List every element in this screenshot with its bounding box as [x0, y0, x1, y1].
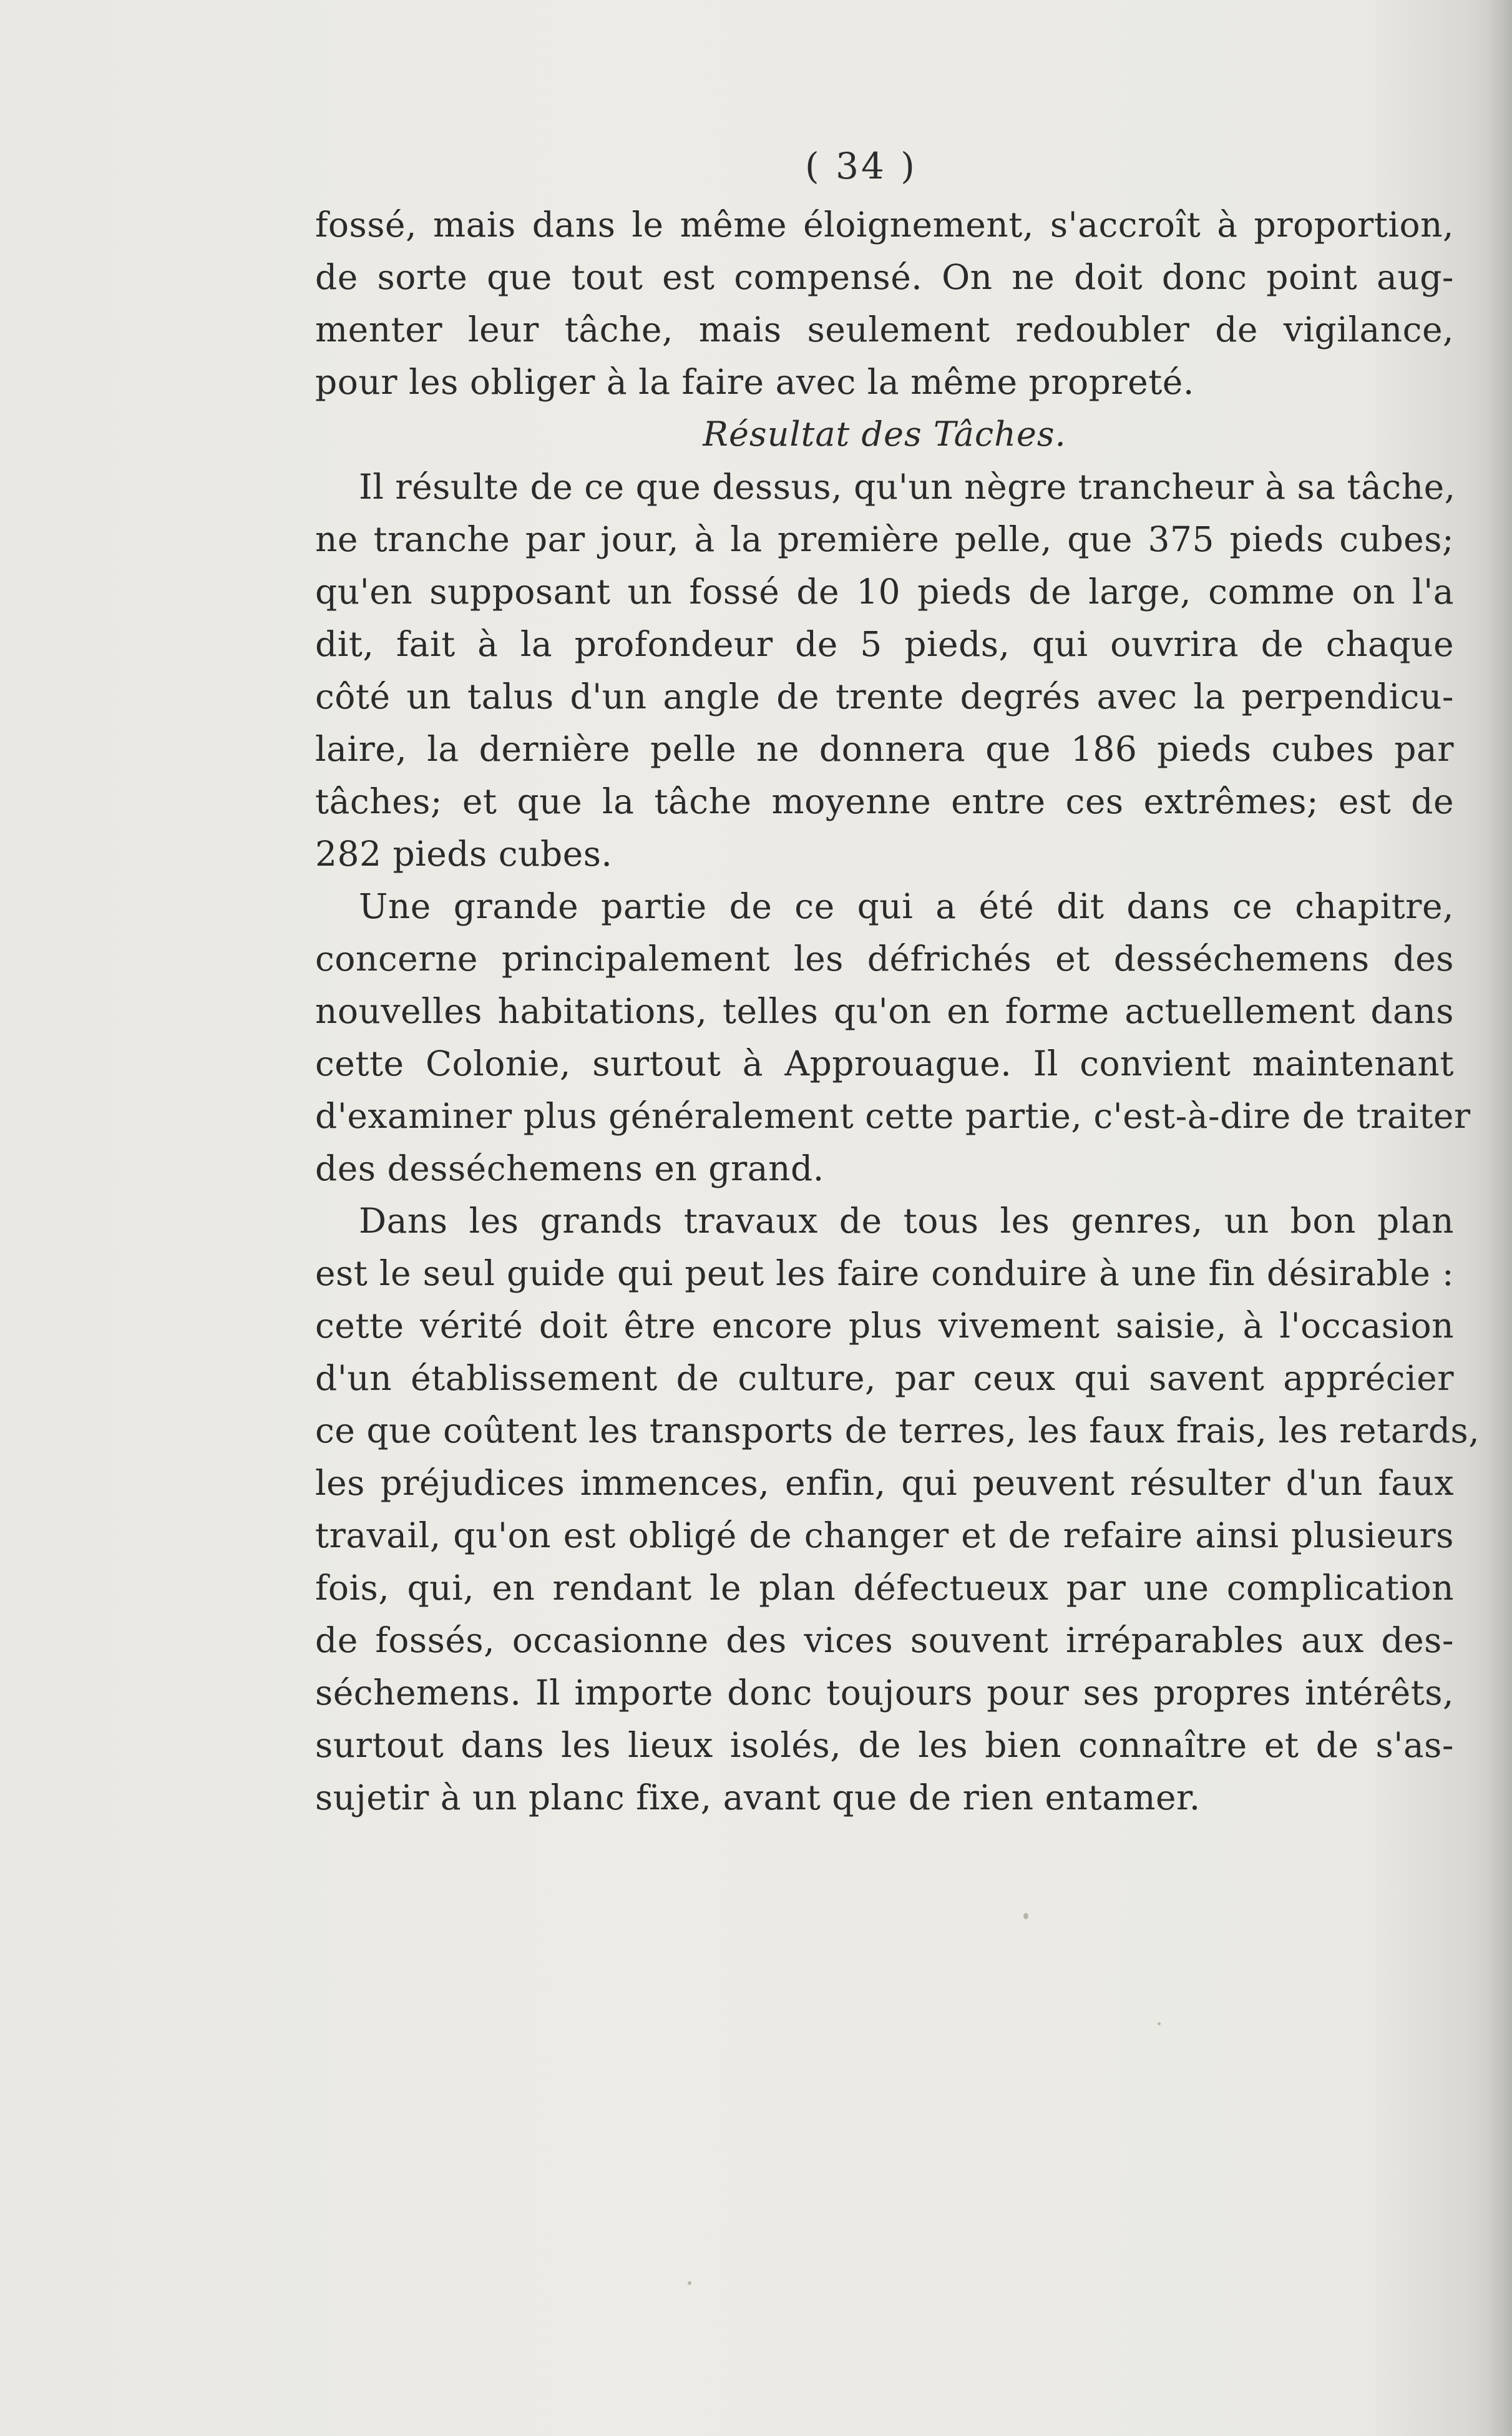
text-line: 282 pieds cubes.	[315, 834, 613, 874]
text-line: menter leur tâche, mais seulement redoubler de vigilance,	[315, 310, 1454, 350]
paragraph-grande-partie	[315, 880, 1471, 1195]
text-line: travail, qu'on est obligé de changer et de refaire ainsi plusieurs	[315, 1515, 1454, 1555]
paragraph-resultat	[315, 461, 1454, 880]
text-line: d'examiner plus généralement cette partie, c'est-à-dire de traiter	[315, 1096, 1471, 1136]
text-line: ce que coûtent les transports de terres, les faux frais, les retards,	[315, 1411, 1480, 1450]
text-line: Une grande partie de ce qui a été dit dans ce chapitre,	[359, 886, 1454, 926]
text-line: tâches; et que la tâche moyenne entre ces extrêmes; est de	[315, 781, 1454, 821]
text-line: côté un talus d'un angle de trente degrés avec la perpendicu-	[315, 677, 1454, 717]
paragraph-continuation	[315, 198, 1454, 408]
text-line: concerne principalement les défrichés et desséchemens des	[315, 939, 1454, 979]
text-line: Il résulte de ce que dessus, qu'un nègre trancheur à sa tâche,	[359, 467, 1456, 507]
paper-speck	[1158, 2022, 1161, 2025]
text-line: laire, la dernière pelle ne donnera que 186 pieds cubes par	[315, 729, 1454, 769]
section-heading: Résultat des Tâches.	[703, 414, 1066, 454]
text-line: de fossés, occasionne des vices souvent irréparables aux des-	[315, 1620, 1454, 1660]
paper-speck	[1023, 1913, 1028, 1919]
text-line: qu'en supposant un fossé de 10 pieds de large, comme on l'a	[315, 572, 1454, 612]
text-line: de sorte que tout est compensé. On ne doit donc point aug-	[315, 257, 1454, 297]
text-line: est le seul guide qui peut les faire conduire à une fin désirable :	[315, 1253, 1454, 1293]
paper-speck	[688, 2281, 691, 2285]
text-line: sujetir à un planc fixe, avant que de rien entamer.	[315, 1778, 1201, 1817]
page-edge-shadow	[1487, 0, 1512, 2436]
text-line: cette Colonie, surtout à Approuague. Il convient maintenant	[315, 1044, 1454, 1083]
text-line: fois, qui, en rendant le plan défectueux par une complication	[315, 1568, 1454, 1608]
text-line: pour les obliger à la faire avec la même propreté.	[315, 362, 1194, 402]
text-line: séchemens. Il importe donc toujours pour ses propres intérêts,	[315, 1673, 1454, 1713]
text-line: fossé, mais dans le même éloignement, s'accroît à proportion,	[315, 205, 1454, 245]
text-line: ne tranche par jour, à la première pelle, que 375 pieds cubes;	[315, 519, 1454, 559]
text-line: cette vérité doit être encore plus vivement saisie, à l'occasion	[315, 1306, 1454, 1346]
text-line: dit, fait à la profondeur de 5 pieds, qui ouvrira de chaque	[315, 624, 1454, 664]
text-line: des desséchemens en grand.	[315, 1148, 824, 1188]
text-block	[315, 198, 1480, 1824]
text-line: nouvelles habitations, telles qu'on en forme actuellement dans	[315, 991, 1454, 1031]
page-number: ( 34 )	[805, 145, 917, 187]
paragraph-grands-travaux	[315, 1195, 1480, 1824]
text-line: d'un établissement de culture, par ceux qui savent apprécier	[315, 1358, 1454, 1398]
text-line: Dans les grands travaux de tous les genres, un bon plan	[359, 1201, 1454, 1241]
text-line: surtout dans les lieux isolés, de les bien connaître et de s'as-	[315, 1725, 1454, 1765]
text-line: les préjudices immences, enfin, qui peuvent résulter d'un faux	[315, 1463, 1454, 1503]
